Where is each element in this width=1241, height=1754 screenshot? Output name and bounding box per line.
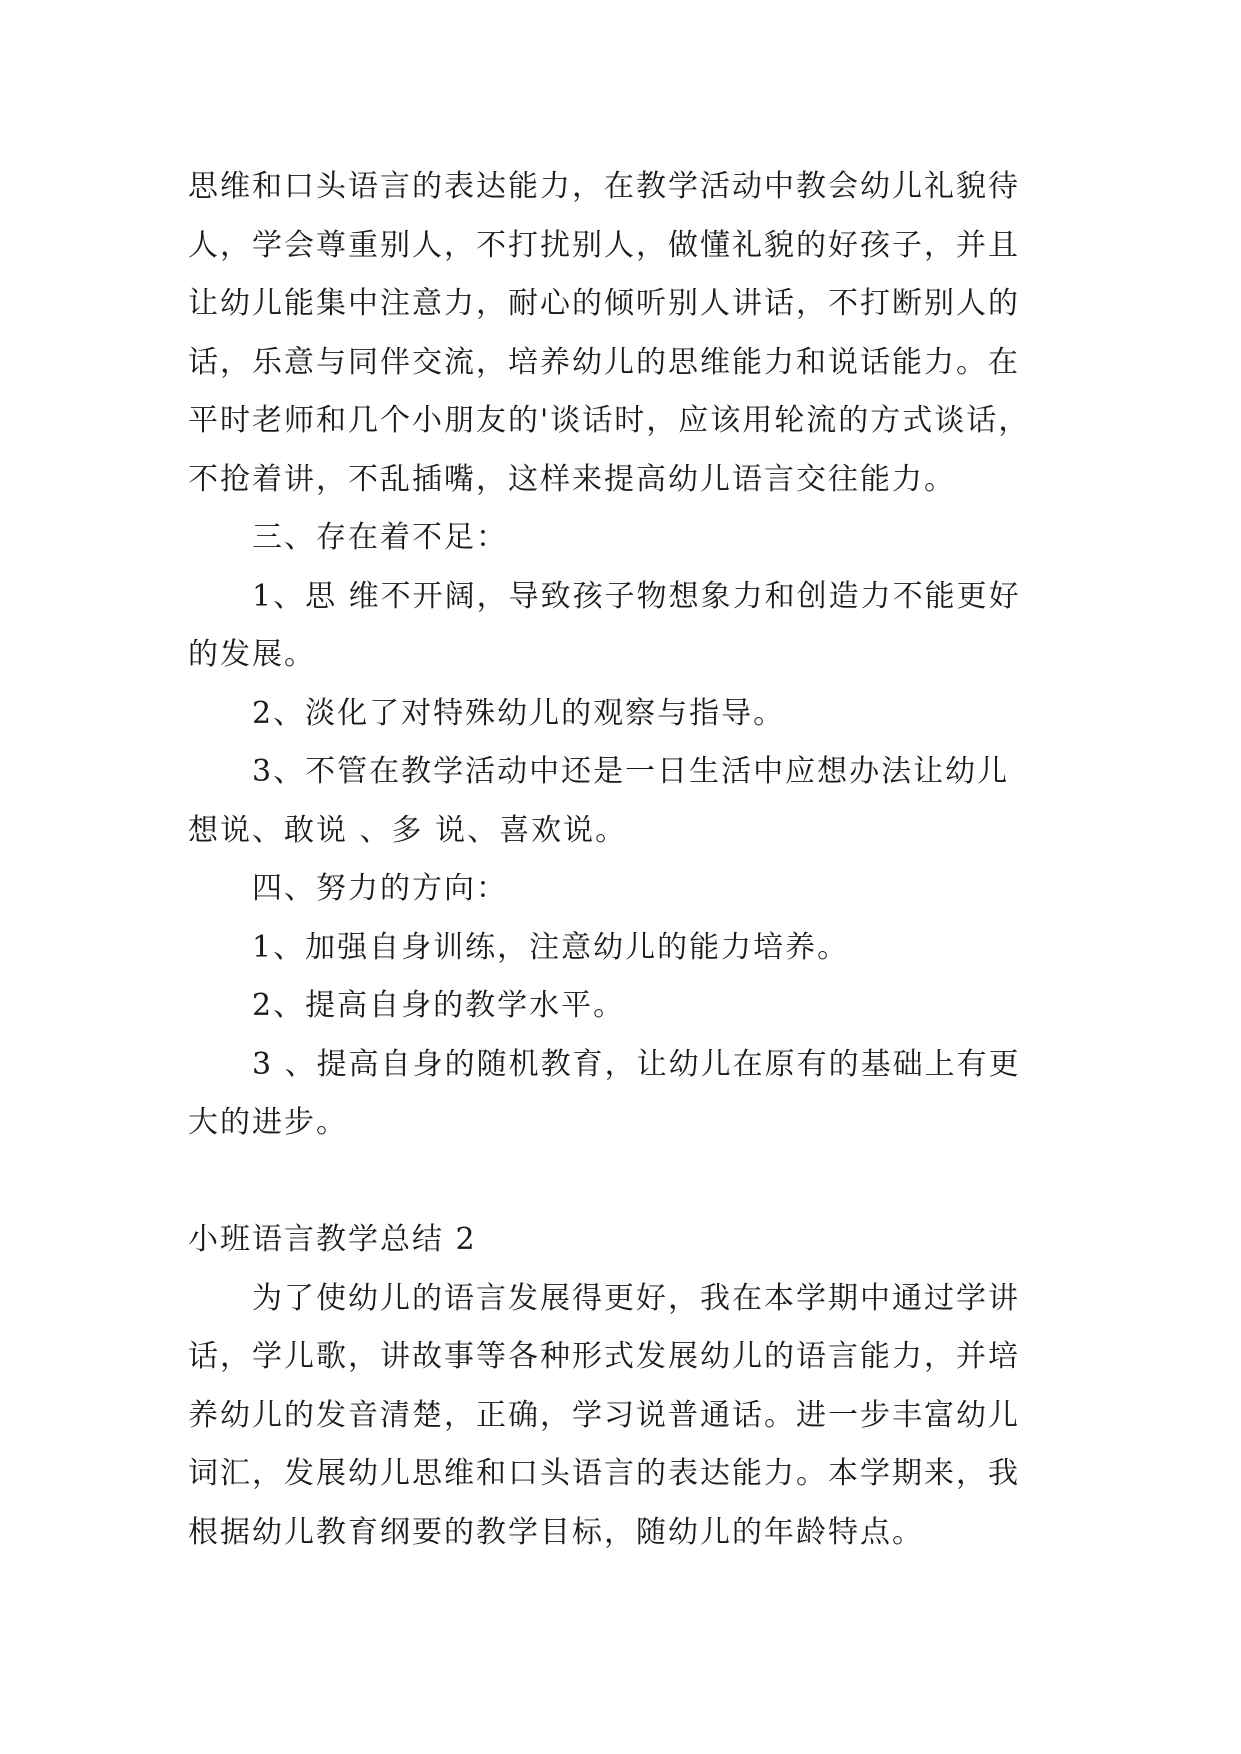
- body-paragraph: [188, 1270, 1058, 1563]
- list-item: [188, 743, 1058, 860]
- section-heading-direction: 四、努力的方向：: [252, 871, 508, 906]
- text-line: 养幼儿的发音清楚，正确，学习说普通话。进一步丰富幼儿: [188, 1397, 1020, 1433]
- text-line: 话，乐意与同伴交流，培养幼儿的思维能力和说话能力。在: [188, 344, 1020, 380]
- intro-paragraph: [188, 158, 1058, 509]
- list-item: [188, 1036, 1058, 1153]
- document-page: [188, 158, 1058, 1562]
- list-item: 2、淡化了对特殊幼儿的观察与指导。: [252, 695, 786, 731]
- text-line: 3 、提高自身的随机教育，让幼儿在原有的基础上有更: [252, 1046, 1021, 1082]
- text-line: 3、不管在教学活动中还是一日生活中应想办法让幼儿: [252, 754, 1010, 789]
- text-line: 平时老师和几个小朋友的'谈话时，应该用轮流的方式谈话，: [188, 403, 1031, 438]
- list-item: [188, 568, 1058, 685]
- section-spacer: [188, 1153, 1058, 1212]
- text-line: 为了使幼儿的语言发展得更好，我在本学期中通过学讲: [252, 1280, 1020, 1316]
- text-line: 大的进步。: [188, 1105, 348, 1140]
- text-line: 让幼儿能集中注意力，耐心的倾听别人讲话，不打断别人的: [188, 286, 1020, 321]
- text-line: 根据幼儿教育纲要的教学目标，随幼儿的年龄特点。: [188, 1514, 924, 1550]
- section-title: 小班语言教学总结 2: [188, 1222, 477, 1257]
- text-line: 想说、敢说 、多 说、喜欢说。: [188, 812, 628, 848]
- text-line: 不抢着讲，不乱插嘴，这样来提高幼儿语言交往能力。: [188, 461, 956, 497]
- text-line: 思维和口头语言的表达能力，在教学活动中教会幼儿礼貌待: [188, 169, 1020, 204]
- section-heading-shortcomings: 三、存在着不足：: [252, 520, 508, 555]
- text-line: 1、思 维不开阔，导致孩子物想象力和创造力不能更好: [252, 578, 1021, 614]
- list-item: 1、加强自身训练，注意幼儿的能力培养。: [252, 929, 850, 965]
- list-item: 2、提高自身的教学水平。: [252, 988, 626, 1023]
- text-line: 话，学儿歌，讲故事等各种形式发展幼儿的语言能力，并培: [188, 1339, 1020, 1374]
- text-line: 词汇，发展幼儿思维和口头语言的表达能力。本学期来，我: [188, 1456, 1020, 1491]
- text-line: 人，学会尊重别人，不打扰别人，做懂礼貌的好孩子，并且: [188, 227, 1020, 263]
- text-line: 的发展。: [188, 637, 316, 672]
